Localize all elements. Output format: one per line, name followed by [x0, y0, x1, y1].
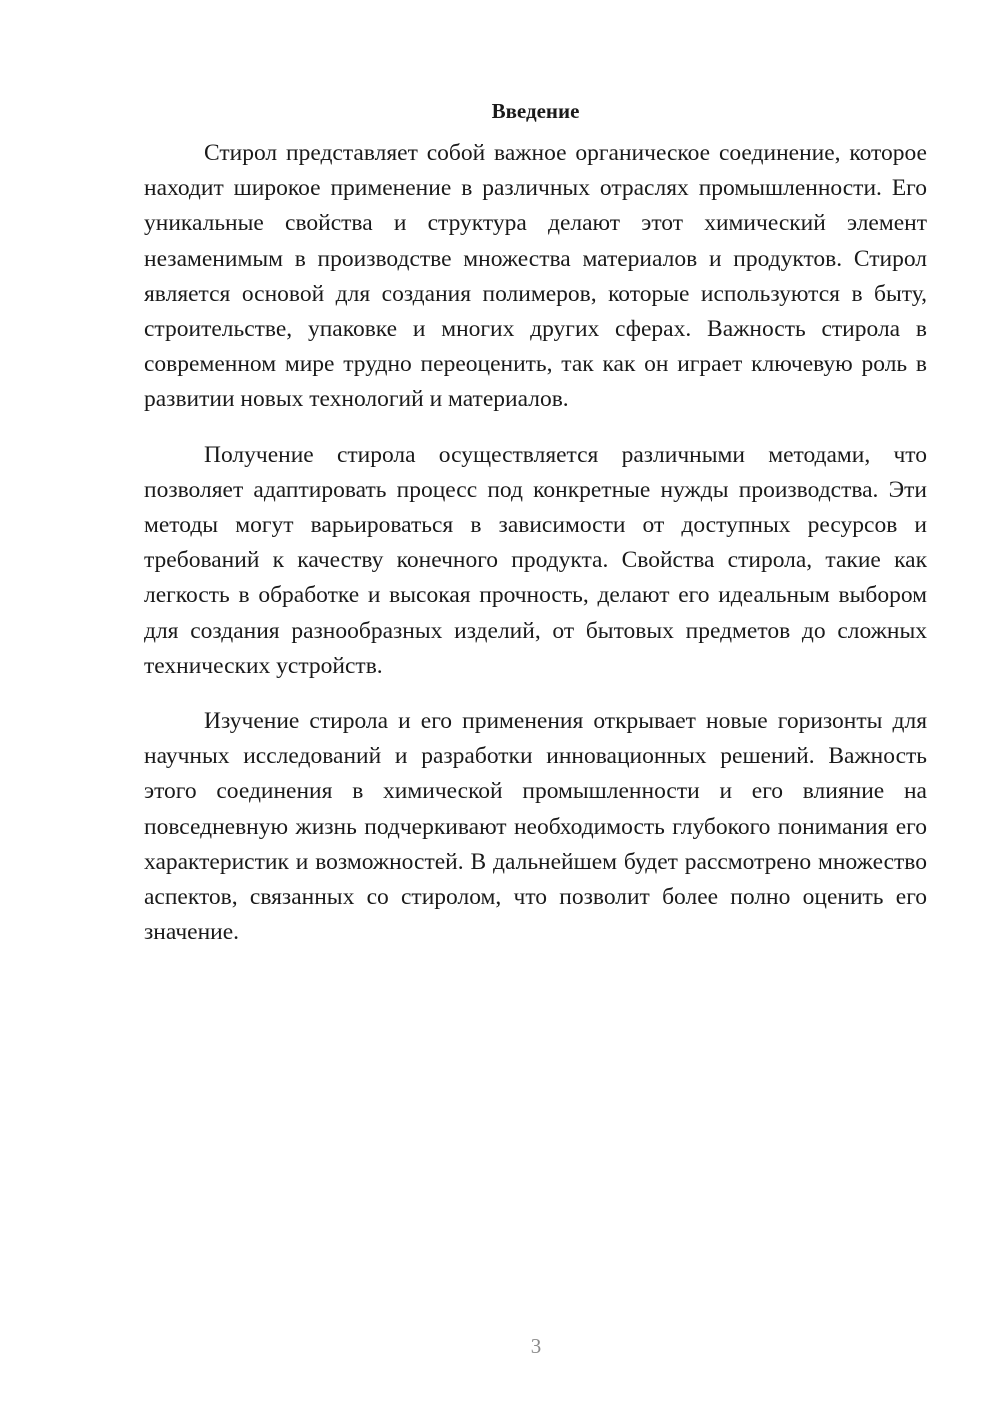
- paragraph-3: Изучение стирола и его применения открывает новые горизонты для научных исследований и разработки инновационных решений. Важность этого соединения в химической промышленности и его влияние на повседневную жизнь подчеркивают необходимость глубокого понимания его характеристик и возможностей. В дальнейшем будет рассмотрено множество аспектов, связанных со стиролом, что позволит более полно оценить его значение.: [144, 708, 927, 946]
- paragraph-1: Стирол представляет собой важное органическое соединение, которое находит широкое применение в различных отраслях промышленности. Его уникальные свойства и структура делают этот химический элемент незаменимым в производстве множества материалов и продуктов. Стирол является основой для создания полимеров, которые используются в быту, строительстве, упаковке и многих других сферах. Важность стирола в современном мире трудно переоценить, так как он играет ключевую роль в развитии новых технологий и материалов.: [144, 140, 927, 413]
- page-number: 3: [530, 1334, 542, 1358]
- paragraph-2: Получение стирола осуществляется различными методами, что позволяет адаптировать процесс под конкретные нужды производства. Эти методы могут варьироваться в зависимости от доступных ресурсов и требований к качеству конечного продукта. Свойства стирола, такие как легкость в обработке и высокая прочность, делают его идеальным выбором для создания разнообразных изделий, от бытовых предметов до сложных технических устройств.: [144, 441, 927, 679]
- page-content: [144, 96, 927, 970]
- section-heading: Введение: [491, 99, 580, 123]
